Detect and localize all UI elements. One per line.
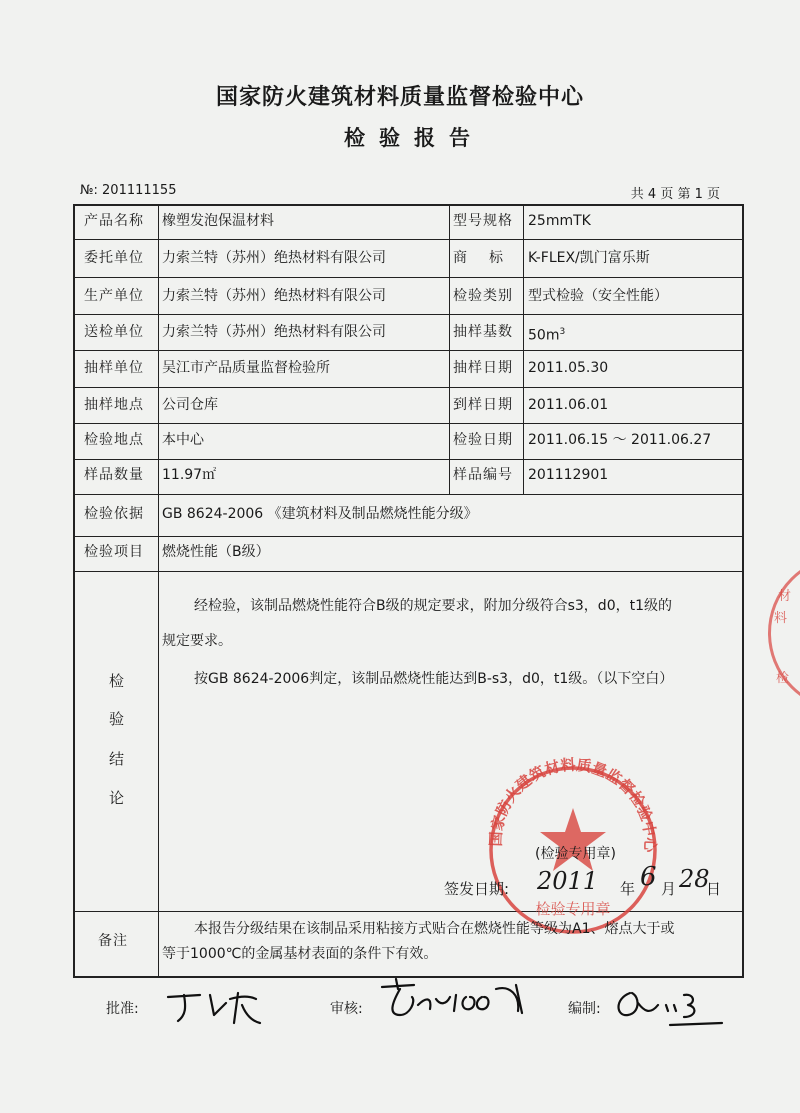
value-submitter: 力索兰特（苏州）绝热材料有限公司 <box>162 324 386 340</box>
issue-date-year-char: 年 <box>620 880 636 898</box>
edge-seal <box>760 555 800 725</box>
report-number: №: 201111155 <box>80 183 177 198</box>
value-test-basis: GB 8624-2006 《建筑材料及制品燃烧性能分级》 <box>162 506 478 522</box>
review-label: 审核: <box>330 1001 363 1017</box>
label-model-spec: 型号规格 <box>453 213 513 229</box>
issue-date-year: 2011 <box>537 867 599 895</box>
conclusion-label-char-2: 验 <box>109 710 125 728</box>
label-test-basis: 检验依据 <box>84 506 144 522</box>
seal-bottom-text: 检验专用章 <box>535 900 611 918</box>
label-arrival-date: 到样日期 <box>453 397 513 413</box>
approve-label: 批准: <box>106 1001 139 1017</box>
label-test-date: 检验日期 <box>453 432 513 448</box>
value-product-name: 橡塑发泡保温材料 <box>162 213 274 229</box>
conclusion-label-char-3: 结 <box>109 750 125 768</box>
seal-ring-text: 国家防火建筑材料质量监督检验中心 <box>486 756 660 853</box>
issue-date-month: 6 <box>640 862 657 892</box>
conclusion-label-char-4: 论 <box>109 789 125 807</box>
reviewer-signature <box>370 975 540 1035</box>
edge-seal-text-1: 材 <box>778 589 792 604</box>
conclusion-para1-line2: 规定要求。 <box>162 633 232 649</box>
conclusion-para1-line1: 经检验，该制品燃烧性能符合B级的规定要求，附加分级符合s3，d0，t1级的 <box>194 598 672 614</box>
value-sample-quantity: 11.97㎡ <box>162 467 217 483</box>
compiler-signature <box>610 985 740 1030</box>
value-test-site: 本中心 <box>162 432 204 448</box>
compile-label: 编制: <box>568 1001 601 1017</box>
issue-date-label: 签发日期: <box>444 880 510 898</box>
value-sampling-site: 公司仓库 <box>162 397 218 413</box>
label-sample-base: 抽样基数 <box>453 324 513 340</box>
label-sampling-date: 抽样日期 <box>453 360 513 376</box>
value-client: 力索兰特（苏州）绝热材料有限公司 <box>162 250 386 266</box>
value-test-item: 燃烧性能（B级） <box>162 544 270 560</box>
label-client: 委托单位 <box>84 250 144 266</box>
remarks-line1: 本报告分级结果在该制品采用粘接方式贴合在燃烧性能等级为A1、熔点大于或 <box>194 921 675 937</box>
value-model-spec: 25mmTK <box>528 213 591 229</box>
value-arrival-date: 2011.06.01 <box>528 397 609 413</box>
value-test-date: 2011.06.15 ～ 2011.06.27 <box>528 432 712 448</box>
label-sample-quantity: 样品数量 <box>84 467 144 483</box>
label-test-site: 检验地点 <box>84 432 144 448</box>
report-title: 检验报告 <box>344 126 484 150</box>
label-sample-number: 样品编号 <box>453 467 513 483</box>
issue-date-month-char: 月 <box>661 880 677 898</box>
center-name: 国家防火建筑材料质量监督检验中心 <box>215 85 584 110</box>
value-test-category: 型式检验（安全性能） <box>528 288 668 304</box>
label-test-category: 检验类别 <box>453 288 513 304</box>
value-manufacturer: 力索兰特（苏州）绝热材料有限公司 <box>162 288 386 304</box>
value-sampling-unit: 吴江市产品质量监督检验所 <box>162 360 330 376</box>
label-sampling-unit: 抽样单位 <box>84 360 144 376</box>
label-sampling-site: 抽样地点 <box>84 397 144 413</box>
edge-seal-text-2: 料 <box>774 611 788 626</box>
value-sampling-date: 2011.05.30 <box>528 360 609 376</box>
remarks-line2: 等于1000℃的金属基材表面的条件下有效。 <box>162 946 438 962</box>
conclusion-label-char-1: 检 <box>109 672 125 690</box>
conclusion-para2: 按GB 8624-2006判定，该制品燃烧性能达到B-s3，d0，t1级。（以下空白） <box>194 671 674 687</box>
value-sample-number: 201112901 <box>528 467 609 483</box>
issue-date-day: 28 <box>679 865 710 893</box>
edge-seal-text-3: 检 <box>776 671 790 686</box>
label-trademark: 商标 <box>453 250 525 266</box>
label-product-name: 产品名称 <box>84 213 144 229</box>
remarks-label: 备注 <box>98 933 128 949</box>
page-indicator: 共 4 页 第 1 页 <box>630 187 720 202</box>
label-test-item: 检验项目 <box>84 544 144 560</box>
stamp-label: (检验专用章) <box>535 846 616 862</box>
approver-signature <box>160 985 270 1030</box>
value-sample-base: $50m^3$ <box>528 327 566 344</box>
label-submitter: 送检单位 <box>84 324 144 340</box>
label-manufacturer: 生产单位 <box>84 288 144 304</box>
issue-date-day-char: 日 <box>706 880 722 898</box>
value-trademark: K-FLEX/凯门富乐斯 <box>528 250 650 266</box>
